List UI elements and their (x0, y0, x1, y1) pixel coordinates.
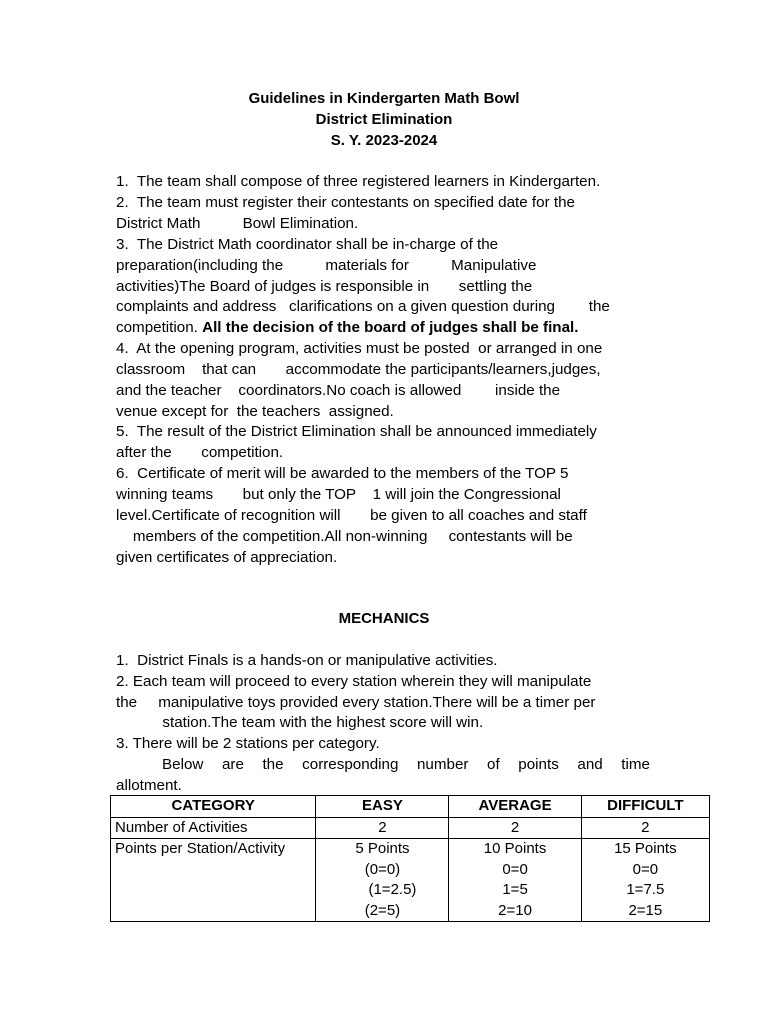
row-label: Number of Activities (111, 817, 316, 839)
guideline-line: preparation(including the materials for Manipulative (116, 257, 537, 274)
guideline-line: members of the competition.All non-winning contestants will be (116, 528, 573, 545)
points-value: 1=7.5 (626, 881, 665, 898)
points-table (110, 795, 710, 922)
mechanics-line: 1. District Finals is a hands-on or manipulative activities. (116, 652, 498, 669)
header-average: AVERAGE (449, 796, 581, 818)
final-decision-note: All the decision of the board of judges shall be final. (202, 319, 579, 336)
points-value: (2=5) (364, 901, 401, 919)
guideline-line: 2. The team must register their contestants on specified date for the (116, 194, 575, 211)
mechanics-line: allotment. (116, 777, 182, 794)
guideline-line: 6. Certificate of merit will be awarded to the members of the TOP 5 (116, 465, 569, 482)
cell-average (449, 839, 581, 922)
header-difficult: DIFFICULT (581, 796, 709, 818)
guideline-line: activities)The Board of judges is responsible in settling the (116, 278, 533, 295)
cell-easy: 2 (316, 817, 449, 839)
guideline-line: winning teams but only the TOP 1 will join the Congressional (116, 486, 561, 503)
guideline-line: complaints and address clarifications on a given question during the (116, 298, 610, 315)
cell-easy (316, 839, 449, 922)
cell-average: 2 (449, 817, 581, 839)
table-row (111, 817, 710, 839)
guideline-line: and the teacher coordinators.No coach is allowed inside the (116, 382, 561, 399)
mechanics-heading: MECHANICS (338, 610, 430, 627)
points-value: 1=5 (502, 881, 528, 898)
guideline-line: District Math Bowl Elimination. (116, 215, 359, 232)
points-value: 2=10 (498, 901, 532, 919)
guideline-line: 3. The District Math coordinator shall be in-charge of the (116, 236, 499, 253)
guideline-line: after the competition. (116, 444, 284, 461)
guideline-line: classroom that can accommodate the participants/learners,judges, (116, 361, 601, 378)
points-value: 0=0 (502, 860, 528, 878)
mechanics-line: station.The team with the highest score will win. (116, 714, 484, 731)
guideline-line: given certificates of appreciation. (116, 549, 338, 566)
mechanics-line: Below are the corresponding number of points and time (162, 756, 650, 773)
points-value: 5 Points (355, 840, 410, 857)
points-value: (1=2.5) (368, 881, 417, 898)
guideline-line: 1. The team shall compose of three registered learners in Kindergarten. (116, 173, 601, 190)
guideline-text: competition. (116, 319, 203, 336)
mechanics-line: 2. Each team will proceed to every station wherein they will manipulate (116, 673, 592, 690)
points-value: (0=0) (364, 860, 401, 878)
school-year: S. Y. 2023-2024 (330, 132, 438, 149)
mechanics-line: the manipulative toys provided every station.There will be a timer per (116, 694, 596, 711)
guideline-line: 4. At the opening program, activities must be posted or arranged in one (116, 340, 603, 357)
guideline-line: venue except for the teachers assigned. (116, 403, 394, 420)
guideline-line: level.Certificate of recognition will be given to all coaches and staff (116, 507, 587, 524)
document-subtitle: District Elimination (315, 111, 453, 128)
document-title: Guidelines in Kindergarten Math Bowl (248, 90, 520, 107)
table-row (111, 839, 710, 922)
header-easy: EASY (316, 796, 449, 818)
header-category: CATEGORY (111, 796, 316, 818)
row-label: Points per Station/Activity (111, 839, 316, 922)
points-value: 15 Points (614, 840, 677, 857)
cell-difficult (581, 839, 709, 922)
guideline-line (116, 318, 578, 338)
guideline-line: 5. The result of the District Elimination shall be announced immediately (116, 423, 597, 440)
table-header-row (111, 796, 710, 818)
points-value: 0=0 (632, 860, 659, 878)
cell-difficult: 2 (581, 817, 709, 839)
mechanics-line: 3. There will be 2 stations per category. (116, 735, 380, 752)
points-value: 2=15 (628, 901, 663, 919)
points-value: 10 Points (483, 840, 547, 857)
